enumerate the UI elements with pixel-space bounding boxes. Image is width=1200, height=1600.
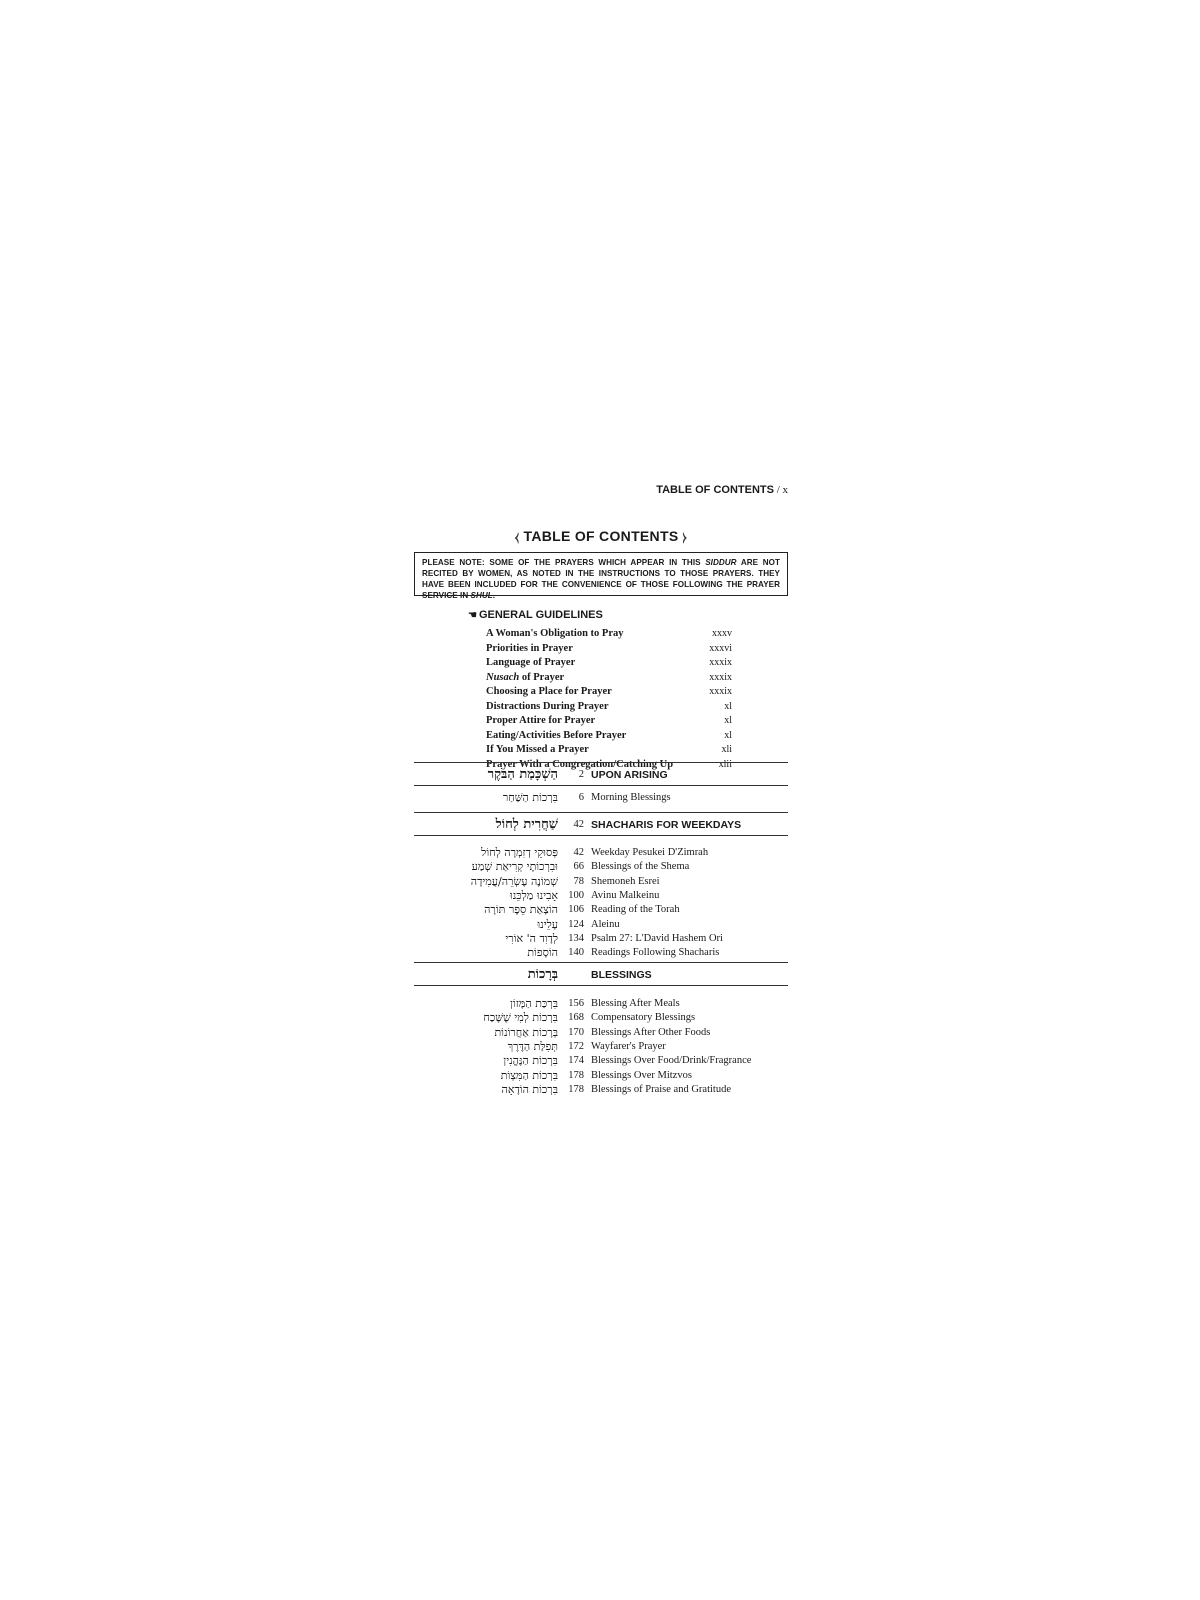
running-head-separator: / bbox=[776, 484, 780, 496]
guideline-label bbox=[486, 671, 564, 685]
guideline-page: xxxix bbox=[709, 686, 732, 697]
entry-page: 174 bbox=[568, 1055, 584, 1067]
entry-english: Compensatory Blessings bbox=[591, 1012, 696, 1024]
entry-english: Readings Following Shacharis bbox=[591, 947, 720, 959]
entry-english: Blessings After Other Foods bbox=[591, 1026, 711, 1038]
notice-text-1: PLEASE NOTE: SOME OF THE PRAYERS WHICH APPEAR IN THIS bbox=[422, 558, 706, 567]
entry-hebrew: הוֹסָפוֹת bbox=[527, 946, 558, 960]
notice-text-2: ARE NOT RECITED BY WOMEN, AS NOTED IN THE INSTRUCTIONS TO THOSE PRAYERS. THEY HAVE BEEN INCLUDED FOR THE CONVENIENCE OF THOSE FOLLOWING THE PRAYER SERVICE IN bbox=[422, 558, 780, 600]
entry-page: 106 bbox=[568, 904, 584, 916]
entry-page: 42 bbox=[573, 847, 584, 858]
entry-hebrew: בִּרְכוֹת הוֹדָאָה bbox=[501, 1082, 558, 1096]
guideline-page: xxxix bbox=[709, 671, 732, 683]
running-head bbox=[656, 484, 788, 496]
guideline-row[interactable] bbox=[486, 729, 732, 744]
entry-page: 140 bbox=[568, 947, 584, 959]
notice-end: . bbox=[492, 591, 496, 600]
guideline-label-text: Prayer With a Congregation/Catching Up bbox=[486, 758, 674, 770]
entry-hebrew: בִּרְכַּת הַמָּזוֹן bbox=[510, 997, 558, 1010]
entry-hebrew: בִּרְכוֹת הַמִּצְוֹת bbox=[500, 1068, 558, 1082]
notice-box bbox=[414, 552, 788, 600]
guideline-label-text: Distractions During Prayer bbox=[486, 700, 609, 712]
entry-hebrew: שְׁמוֹנֶה עֶשְׂרֵה/עֲמִידָה bbox=[470, 874, 558, 888]
section-header[interactable] bbox=[414, 812, 788, 836]
guideline-label-text: Language of Prayer bbox=[486, 657, 576, 668]
ornament-right-icon: ⧽ bbox=[682, 530, 688, 544]
toc-entry[interactable] bbox=[414, 1040, 788, 1054]
entry-english: Blessings Over Food/Drink/Fragrance bbox=[591, 1055, 752, 1067]
entry-page: 100 bbox=[568, 889, 584, 901]
guideline-label-text: Proper Attire for Prayer bbox=[486, 715, 596, 726]
general-guidelines-heading bbox=[468, 609, 603, 621]
entry-hebrew: בִּרְכוֹת הַשַּׁחַר bbox=[502, 791, 558, 804]
entry-page: 178 bbox=[568, 1069, 584, 1081]
entry-page: 6 bbox=[578, 792, 584, 803]
guideline-row[interactable] bbox=[486, 743, 732, 758]
notice-shul: SHUL bbox=[470, 591, 493, 600]
entry-english: Blessings of Praise and Gratitude bbox=[591, 1083, 731, 1095]
entry-english: Weekday Pesukei D'Zimrah bbox=[591, 847, 709, 858]
entry-page: 156 bbox=[568, 998, 584, 1009]
toc-entry[interactable] bbox=[414, 1011, 788, 1025]
entry-page: 172 bbox=[568, 1040, 584, 1052]
section-hebrew-title: הַשְׁכָּמַת הַבֹּקֶר bbox=[487, 767, 558, 782]
entry-english: Shemoneh Esrei bbox=[591, 875, 660, 887]
guideline-page: xli bbox=[721, 744, 732, 755]
section-hebrew-title: שַׁחֲרִית לְחוֹל bbox=[495, 817, 558, 832]
entry-english: Reading of the Torah bbox=[591, 904, 680, 916]
guideline-label-text: A Woman's Obligation to Pray bbox=[486, 628, 624, 639]
guideline-label bbox=[486, 714, 595, 728]
toc-entry[interactable] bbox=[414, 997, 788, 1011]
entry-english: Blessing After Meals bbox=[591, 998, 680, 1009]
guideline-label-text: Eating/Activities Before Prayer bbox=[486, 729, 627, 741]
entry-hebrew: וּבִרְכוֹתֶי קְרִיאַת שְׁמַע bbox=[471, 860, 558, 874]
guideline-row[interactable] bbox=[486, 642, 732, 657]
guideline-row[interactable] bbox=[486, 700, 732, 715]
entry-hebrew: בְּרָכוֹת אַחֲרוֹנוֹת bbox=[494, 1025, 558, 1039]
guideline-page: xl bbox=[724, 700, 732, 712]
guideline-label bbox=[486, 656, 575, 670]
guideline-row[interactable] bbox=[486, 685, 732, 700]
toc-entry[interactable] bbox=[414, 1069, 788, 1083]
running-head-title: TABLE OF CONTENTS bbox=[656, 484, 774, 496]
entry-english: Blessings Over Mitzvos bbox=[591, 1069, 692, 1081]
ornament-left-icon: ⧼ bbox=[514, 530, 520, 544]
entry-page: 66 bbox=[573, 861, 584, 873]
guideline-page: xxxix bbox=[709, 657, 732, 668]
guideline-label bbox=[486, 743, 589, 757]
toc-entry[interactable] bbox=[414, 791, 788, 805]
toc-title bbox=[414, 528, 788, 545]
guideline-label bbox=[486, 685, 612, 699]
general-guidelines-title: GENERAL GUIDELINES bbox=[478, 609, 603, 621]
guideline-label-text: Choosing a Place for Prayer bbox=[486, 686, 612, 697]
entry-hebrew: עָלֵינוּ bbox=[537, 917, 558, 931]
entry-hebrew: פְּסוּקֵי דְזִמְרָה לְחוֹל bbox=[481, 846, 558, 859]
guideline-label-text: Priorities in Prayer bbox=[486, 642, 573, 654]
entry-hebrew: הוֹצָאַת סֵפֶר תּוֹרָה bbox=[484, 903, 558, 917]
toc-entry[interactable] bbox=[414, 860, 788, 874]
section-header[interactable] bbox=[414, 762, 788, 786]
toc-entry[interactable] bbox=[414, 946, 788, 960]
section-english-title: UPON ARISING bbox=[591, 769, 668, 781]
guideline-row[interactable] bbox=[486, 656, 732, 671]
guideline-row[interactable] bbox=[486, 714, 732, 729]
toc-entry[interactable] bbox=[414, 889, 788, 903]
entry-english: Psalm 27: L'David Hashem Ori bbox=[591, 932, 723, 944]
entry-hebrew: בִּרְכוֹת הַנֶּהֱנִין bbox=[503, 1054, 558, 1068]
guideline-page: xlii bbox=[718, 758, 732, 770]
entry-page: 78 bbox=[573, 875, 584, 887]
entry-page: 178 bbox=[568, 1083, 584, 1095]
pointing-hand-icon: ☚ bbox=[468, 610, 477, 621]
guideline-label-italic: Nusach bbox=[486, 671, 520, 683]
notice-siddur: SIDDUR bbox=[705, 558, 737, 567]
guideline-label bbox=[486, 642, 573, 656]
entry-english: Morning Blessings bbox=[591, 792, 671, 803]
entry-hebrew: לְדָוִד ה' אוֹרִי bbox=[505, 931, 558, 945]
entry-hebrew: אָבִינוּ מַלְכֵּנוּ bbox=[509, 888, 558, 902]
guideline-page: xxxv bbox=[712, 628, 732, 639]
entry-hebrew: תְּפִלַּת הַדֶּרֶךְ bbox=[507, 1039, 558, 1053]
guideline-page: xl bbox=[724, 729, 732, 741]
guideline-page: xl bbox=[724, 715, 732, 726]
toc-entry[interactable] bbox=[414, 1054, 788, 1068]
running-head-page: x bbox=[782, 484, 788, 496]
entry-page: 134 bbox=[568, 932, 584, 944]
entry-hebrew: בִּרְכוֹת לְמִי שֶׁשָּׁכַח bbox=[483, 1011, 558, 1025]
guideline-label-text: of Prayer bbox=[519, 671, 565, 683]
general-guidelines-list bbox=[486, 627, 732, 772]
entry-english: Aleinu bbox=[591, 918, 620, 930]
section-page: 42 bbox=[573, 819, 584, 830]
guideline-row[interactable] bbox=[486, 671, 732, 686]
toc-entry[interactable] bbox=[414, 875, 788, 889]
section-header[interactable] bbox=[414, 962, 788, 986]
guideline-label bbox=[486, 729, 626, 743]
toc-entry[interactable] bbox=[414, 932, 788, 946]
toc-entry[interactable] bbox=[414, 903, 788, 917]
entry-english: Blessings of the Shema bbox=[591, 861, 690, 873]
toc-entry[interactable] bbox=[414, 918, 788, 932]
entry-page: 170 bbox=[568, 1026, 584, 1038]
toc-entry[interactable] bbox=[414, 1026, 788, 1040]
section-hebrew-title: בְּרָכוֹת bbox=[527, 967, 558, 982]
toc-title-text: TABLE OF CONTENTS bbox=[523, 528, 679, 544]
guideline-label bbox=[486, 700, 608, 714]
toc-entry[interactable] bbox=[414, 846, 788, 860]
guideline-row[interactable] bbox=[486, 627, 732, 642]
entry-page: 168 bbox=[568, 1012, 584, 1024]
guideline-page: xxxvi bbox=[709, 642, 732, 654]
guideline-label bbox=[486, 627, 624, 641]
guideline-label-text: If You Missed a Prayer bbox=[486, 744, 589, 755]
section-english-title: BLESSINGS bbox=[591, 969, 652, 981]
section-page: 2 bbox=[578, 769, 584, 780]
entry-english: Wayfarer's Prayer bbox=[591, 1040, 666, 1052]
section-english-title: SHACHARIS FOR WEEKDAYS bbox=[591, 819, 742, 831]
entry-english: Avinu Malkeinu bbox=[591, 889, 660, 901]
entry-page: 124 bbox=[568, 918, 584, 930]
toc-entry[interactable] bbox=[414, 1083, 788, 1097]
